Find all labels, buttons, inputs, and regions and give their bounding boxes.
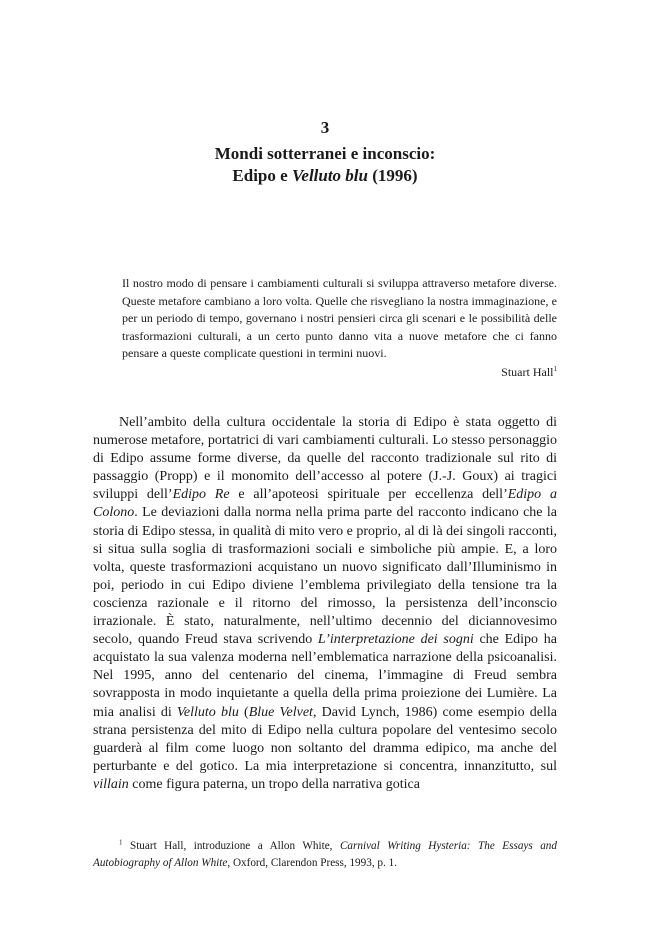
- epigraph-author: Stuart Hall: [501, 364, 554, 379]
- chapter-title-line-1: Mondi sotterranei e inconscio:: [214, 144, 436, 163]
- footnote-number: 1: [119, 838, 123, 847]
- body-italic-run: villain: [93, 776, 129, 792]
- body-text-run: , David Lynch, 1986) come esempio della strana persistenza del mito di Edipo nella cultura popolare del ventesimo secolo guarderà al film come luogo non soltanto del dramma edipico, ma anche del perturbante e del gotico. La mia interpretazione si concentra, innanzitutto, sul: [93, 704, 557, 774]
- footnote-text: Stuart Hall, introduzione a Allon White,: [122, 840, 340, 852]
- chapter-title-line-2: [0, 165, 650, 187]
- footnote-book-title: Carnival Writing Hysteria: The Essays and Autobiography of Allon White: [93, 840, 557, 869]
- body-text-run: che Edipo ha acquistato la sua valenza moderna nell’emblematica narrazione della psicoanalisi. Nel 1995, anno del centenario del cinema, l’immagine di Freud sembra sovrapposta in modo inquietante a quella della prima proiezione dei Lumière. La mia analisi di: [93, 632, 557, 720]
- body-text-run: come figura paterna, un tropo della narrativa gotica: [128, 776, 420, 792]
- body-text-run: (: [238, 704, 249, 720]
- title-year: (1996): [368, 166, 418, 185]
- epigraph-text: Il nostro modo di pensare i cambiamenti culturali si sviluppa attraverso metafore diverse. Queste metafore cambiano a loro volta. Quelle che risvegliano la nostra immaginazione, e per un periodo di tempo, governano i nostri pensieri circa gli scenari e le possibilità delle trasformazioni culturali, a un certo punto danno vita a nuove metafore che ci fanno pensare a queste complicate questioni in termini nuovi.: [122, 276, 557, 361]
- body-paragraph: [93, 414, 557, 794]
- footnote: [93, 838, 557, 872]
- title-prefix: Edipo e: [232, 166, 292, 185]
- body-italic-run: Blue Velvet: [248, 704, 313, 720]
- body-italic-run: Edipo a Colono: [93, 487, 557, 521]
- chapter-title: [0, 143, 650, 187]
- epigraph: [122, 275, 557, 382]
- body-text-run: . Le deviazioni dalla norma nella prima parte del racconto indicano che la storia di Edipo stessa, in qualità di mito vero e proprio, al di là dei singoli racconti, si situa sulla soglia di trasformazioni sociali e simboliche più ampie. E, a loro volta, queste trasformazioni acquistano un nuovo significato dall’Illuminismo in poi, periodo in cui Edipo diviene l’emblema privilegiato della tensione tra la coscienza razionale e il ritorno del rimosso, la persistenza dell’inconscio irrazionale. È stato, naturalmente, nell’ultimo decennio del diciannovesimo secolo, quando Freud stava scrivendo: [93, 505, 557, 648]
- body-text-run: Nell’ambito della cultura occidentale la storia di Edipo è stata oggetto di numerose metafore, portatrici di vari cambiamenti culturali. Lo stesso personaggio di Edipo assume forme diverse, da quelle del racconto tradizionale sul rito di passaggio (Propp) e il monomito dell’accesso al potere (J.-J. Goux) ai tragici sviluppi dell’: [93, 415, 557, 503]
- body-italic-run: Edipo Re: [172, 487, 230, 503]
- body-italic-run: L’interpretazione dei sogni: [317, 632, 474, 648]
- body-italic-run: Velluto blu: [176, 704, 239, 720]
- footnote-reference: 1: [553, 364, 557, 373]
- chapter-number: 3: [320, 118, 330, 137]
- epigraph-attribution: [122, 364, 557, 382]
- body-text-run: e all’apoteosi spirituale per eccellenza dell’: [229, 487, 508, 503]
- footnote-text: , Oxford, Clarendon Press, 1993, p. 1.: [227, 857, 398, 869]
- film-title: Velluto blu: [291, 166, 368, 185]
